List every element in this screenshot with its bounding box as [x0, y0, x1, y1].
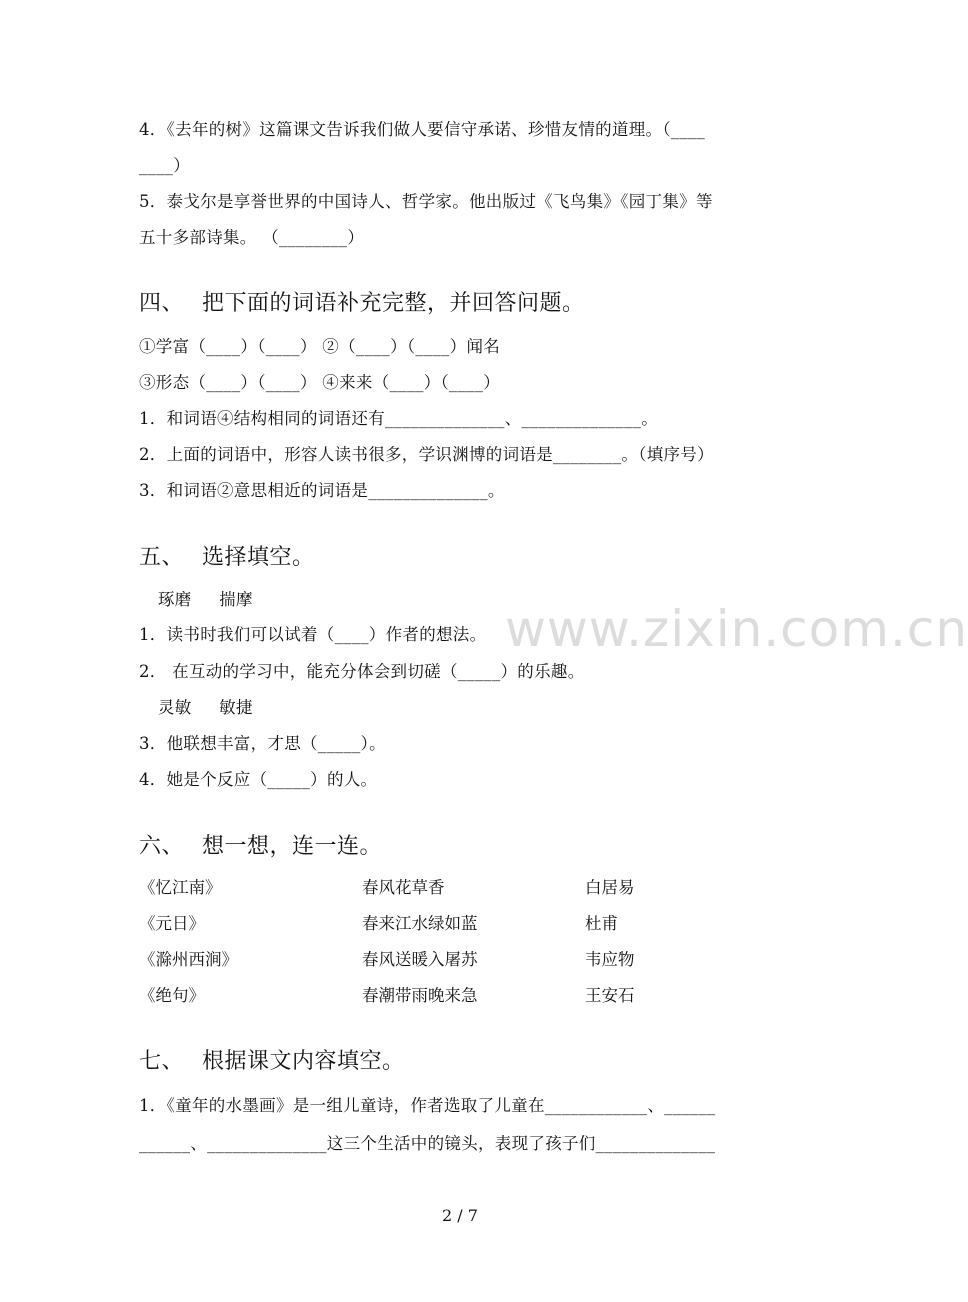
page-number: 2 / 7: [442, 1206, 478, 1225]
question-4-line-1: 4．《去年的树》这篇课文告诉我们做人要信守承诺、珍惜友情的道理。（____: [139, 120, 706, 139]
section-4-heading: [139, 289, 585, 319]
poem-title: 《滁州西涧》: [139, 950, 238, 969]
poet-name: 王安石: [585, 986, 635, 1005]
section-7-question-1-line-2: ______、______________这三个生活中的镜头，表现了孩子们______________: [139, 1134, 716, 1153]
poem-line: 春来江水绿如蓝: [362, 914, 478, 933]
section-7-question-1-line-1: 1．《童年的水墨画》是一组儿童诗，作者选取了儿童在____________、______: [139, 1096, 716, 1115]
section-7-title: 根据课文内容填空。: [202, 1049, 405, 1074]
section-4-words-row-2: ③形态（____）（____） ④来来（____）（____）: [139, 373, 501, 392]
section-5-question-1: 1．读书时我们可以试着（____）作者的想法。: [139, 625, 487, 644]
watermark: www.zixin.com.cn: [505, 600, 968, 658]
section-5-heading: [139, 543, 315, 573]
section-6-heading: [139, 832, 382, 862]
section-4-title: 把下面的词语补充完整，并回答问题。: [202, 291, 585, 316]
section-7-heading: [139, 1047, 405, 1077]
question-4-line-2: ____）: [139, 156, 190, 175]
section-4-question-1: 1．和词语④结构相同的词语还有______________、______________。: [139, 409, 658, 428]
section-4-words-row-1: ①学富（____）（____） ②（____）（____）闻名: [139, 337, 501, 356]
section-6-title: 想一想，连一连。: [202, 834, 383, 859]
section-5-word-choices-1: 琢磨 揣摩: [158, 590, 253, 609]
section-4-question-3: 3．和词语②意思相近的词语是______________。: [139, 481, 505, 500]
poem-line: 春潮带雨晚来急: [362, 986, 478, 1005]
section-5-title: 选择填空。: [202, 545, 315, 570]
section-5-question-2: 2． 在互动的学习中，能充分体会到切磋（_____）的乐趣。: [139, 662, 585, 681]
poem-title: 《元日》: [139, 914, 205, 933]
poem-title: 《绝句》: [139, 986, 205, 1005]
poet-name: 杜甫: [585, 914, 618, 933]
section-4-number: 四、: [139, 291, 185, 316]
poet-name: 韦应物: [585, 950, 635, 969]
section-4-question-2: 2．上面的词语中，形容人读书很多，学识渊博的词语是________。（填序号）: [139, 445, 714, 464]
section-5-question-3: 3．他联想丰富，才思（_____）。: [139, 734, 386, 753]
question-5-line-1: 5．泰戈尔是享誉世界的中国诗人、哲学家。他出版过《飞鸟集》《园丁集》等: [139, 192, 713, 211]
section-5-question-4: 4．她是个反应（_____）的人。: [139, 770, 378, 789]
section-5-number: 五、: [139, 545, 185, 570]
section-6-number: 六、: [139, 834, 185, 859]
section-7-number: 七、: [139, 1049, 185, 1074]
section-5-word-choices-2: 灵敏 敏捷: [158, 698, 253, 717]
poem-line: 春风送暖入屠苏: [362, 950, 478, 969]
poet-name: 白居易: [585, 878, 635, 897]
poem-title: 《忆江南》: [139, 878, 222, 897]
poem-line: 春风花草香: [362, 878, 445, 897]
question-5-line-2: 五十多部诗集。 （________）: [139, 228, 365, 247]
